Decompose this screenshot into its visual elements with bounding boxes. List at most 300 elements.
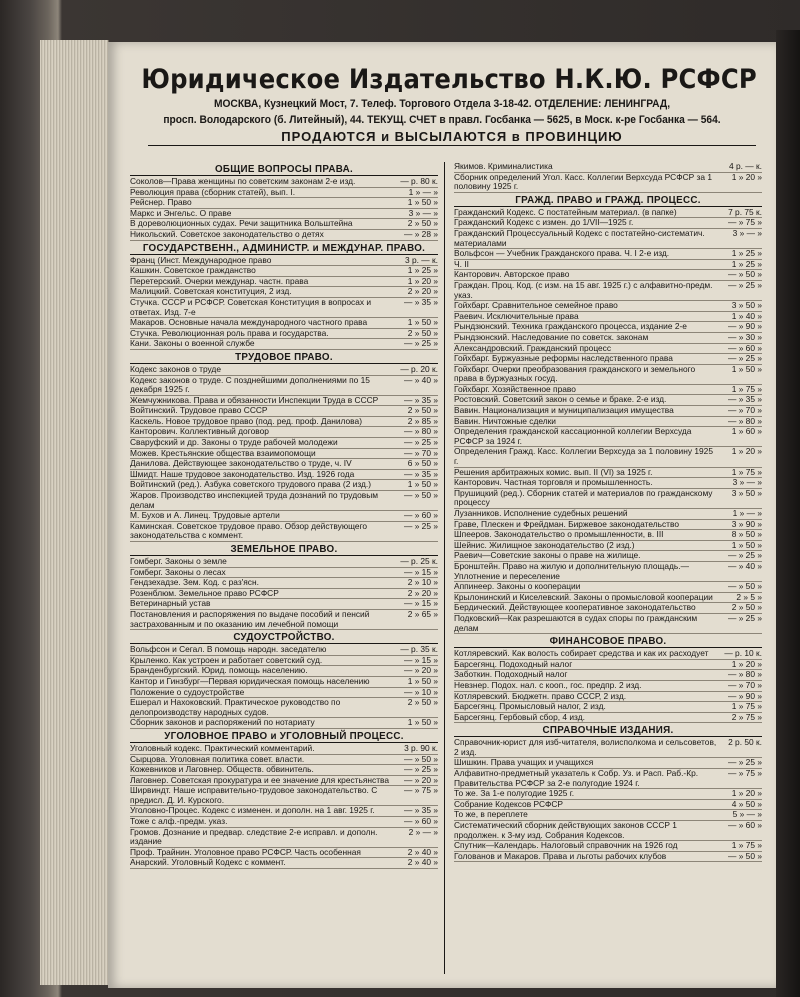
catalog-entry [454,270,762,281]
book-title: Каминская. Советское трудовое право. Обзор действующего законодательства с коммент. [130,521,368,541]
book-title: Кани. Законы о военной службе [130,339,255,349]
catalog-entry [454,333,762,344]
book-price: 2 » 85 » [407,415,438,426]
book-price: 2 р. 50 к. [728,737,762,748]
catalog-entry [454,208,762,219]
book-title: Спутник—Календарь. Налоговый справочник на 1926 год [454,841,678,851]
catalog-entry [454,769,762,789]
book-title: Систематический сборник действующих законов СССР 1 продолжен. к 3-му изд. Собрания Кодексов. [454,821,677,840]
catalog-entry [130,522,438,542]
book-title: Жаров. Производство инспекцией труда дознаний по трудовым делам [130,491,378,510]
book-price: 3 » — » [732,227,762,238]
book-price: — » 20 » [404,665,438,676]
book-title: Ешерал и Нахоковский. Практическое руководство по делопроизводству народных судов. [130,698,341,717]
book-title: Котляревский. Бюджетн. право СССР, 2 изд. [454,691,627,701]
book-title: Гомберг. Законы о лесах [130,567,226,577]
catalog-entry [130,219,438,230]
book-price: 2 » 10 » [407,577,438,588]
catalog-entry [130,339,438,350]
book-price: — р. 25 к. [400,556,438,566]
catalog-entry [130,610,438,630]
book-title: Кодекс законов о труде [130,364,221,374]
catalog-page [108,42,776,988]
book-title: Сборник определений Угол. Касс. Коллегии Верхсуда РСФСР за 1 половину 1925 г. [454,172,713,192]
book-price: 2 » 20 » [407,286,438,297]
book-title: Ч. II [454,259,469,269]
book-title: Граве, Плескен и Фрейдман. Биржевое законодательство [454,519,679,529]
book-price: — » 75 » [728,768,762,779]
book-price: 2 » 50 » [407,405,438,416]
book-title: Громов. Дознание и предвар. следствие 2-е исправл. и дополн. издание [130,827,378,847]
sales-banner: ПРОДАЮТСЯ и ВЫСЫЛАЮТСЯ в ПРОВИНЦИЮ [148,129,756,146]
book-price: 1 » 75 » [731,466,762,477]
book-price: 1 » 50 » [407,197,438,208]
book-title: Рындзюнский. Техника гражданского процесса, издание 2-е [454,322,687,332]
catalog-entry [130,266,438,277]
book-price: — » 25 » [728,612,762,623]
left-column [130,162,438,982]
book-title: Сваруфский и др. Законы о труде рабочей молодежи [130,438,338,448]
book-title: Можев. Крестьянские общества взаимопомощи [130,448,316,458]
book-title: Гражданский Кодекс с измен. до 1/VII—1925 г. [454,218,634,228]
catalog-entry [130,198,438,209]
book-title: Положение о судоустройстве [130,687,245,697]
book-price: — » 25 » [728,550,762,561]
book-title: Гойхбарг. Буржуазные реформы наследственного права [454,354,673,364]
catalog-entry [130,858,438,869]
page-header [108,64,776,146]
book-title: Анарский. Уголовный Кодекс с коммент. [130,858,286,868]
catalog-entry [454,738,762,758]
catalog-entry [454,758,762,769]
book-price: — » 25 » [404,338,438,349]
publisher-address-line-1: МОСКВА, Кузнецкий Мост, 7. Телеф. Торгового Отдела 3-18-42. ОТДЕЛЕНИЕ: ЛЕНИНГРАД, [213,98,671,110]
book-price: 2 » 50 » [731,602,762,613]
catalog-entry [454,541,762,552]
book-price: — » 70 » [728,679,762,690]
book-title: Рындзюнский. Наследование по советск. законам [454,332,649,342]
catalog-entry [130,817,438,828]
book-title: Лаговнер. Советская прокуратура и ее значение для крестьянства [130,775,390,785]
book-title: Бердический. Действующее кооперативное законодательство [454,603,696,613]
catalog-entry [130,256,438,267]
book-title: Гойхбарг. Хозяйственное право [454,384,576,394]
catalog-entry [454,670,762,681]
book-price: 1 » 25 » [407,265,438,276]
book-title: Стучка. Революционная роль права и государства. [130,328,329,338]
catalog-entry [454,229,762,249]
book-price: 2 » 40 » [407,846,438,857]
book-title: Ростовский. Советский закон о семье и браке. 2-е изд. [454,395,667,405]
book-price: — » 75 » [728,217,762,228]
book-price: 2 » 5 » [736,591,762,602]
catalog-entry [454,614,762,634]
book-price: 1 » 25 » [731,258,762,269]
book-title: Бронштейн. Право на жилую и дополнительную площадь.—Уплотнение и переселение [454,561,689,581]
catalog-entry [130,755,438,766]
catalog-entry [454,593,762,604]
catalog-entry [130,318,438,329]
book-price: 3 р. — к. [405,254,438,265]
book-price: 3 » 50 » [731,300,762,311]
catalog-entry [130,557,438,568]
book-price: — » 25 » [404,437,438,448]
book-price: 2 » 20 » [407,587,438,598]
book-title: Перетерский. Очерки междунар. частн. права [130,276,309,286]
book-price: 4 » 50 » [731,798,762,809]
catalog-entry [130,287,438,298]
section-heading: ЗЕМЕЛЬНОЕ ПРАВО. [130,544,438,556]
book-title: Гомберг. Законы о земле [130,557,227,566]
book-title: Канторович. Коллективный договор [130,427,269,437]
book-title: Канторович. Авторское право [454,270,570,280]
book-price: 1 » 60 » [731,426,762,437]
book-price: — » 50 » [728,269,762,280]
section-heading: ГРАЖД. ПРАВО и ГРАЖД. ПРОЦЕСС. [454,195,762,207]
book-price: — » 15 » [404,654,438,665]
catalog-entry [130,209,438,220]
catalog-entry [130,365,438,376]
page-edges [40,40,109,985]
book-price: 1 » 50 » [407,479,438,490]
book-price: — » 15 » [404,566,438,577]
catalog-entry [130,589,438,600]
book-title: Шпееров. Законодательство о промышленности, в. III [454,530,664,540]
book-title: Шейнис. Жилищное законодательство (2 изд.) [454,540,635,550]
catalog-entry [130,776,438,787]
book-price: 1 » — » [732,508,762,518]
book-price: 2 » 75 » [731,711,762,722]
book-title: Постановления и распоряжения по выдаче пособий и пенсий застрахованным и по оказанию им лечебной помощи [130,609,370,629]
section-heading: ОБЩИЕ ВОПРОСЫ ПРАВА. [130,164,438,176]
book-price: 6 » 50 » [407,458,438,469]
catalog-entry [454,162,762,173]
catalog-entry [130,656,438,667]
book-price: 3 » 50 » [731,487,762,498]
catalog-entry [130,376,438,396]
book-price: 1 » 75 » [731,701,762,712]
catalog-entry [130,480,438,491]
catalog-entry [130,599,438,610]
book-price: — » 35 » [404,468,438,479]
book-price: — » 25 » [728,279,762,290]
book-price: — » 25 » [404,520,438,531]
book-title: То же, в переплете [454,810,528,820]
catalog-entry [130,188,438,199]
book-price: — » 80 » [728,415,762,426]
book-price: 1 » 50 » [407,717,438,728]
catalog-entry [130,298,438,318]
catalog-entry [130,677,438,688]
book-title: Шмидт. Наше трудовое законодательство. Изд. 1926 года [130,469,355,479]
catalog-entry [454,478,762,489]
book-title: Данилова. Действующее законодательство о труде, ч. IV [130,459,352,469]
book-price: — » 60 » [728,342,762,353]
book-title: Гойхбарг. Сравнительное семейное право [454,301,618,311]
book-title: Сырцова. Уголовная политика совет. власти. [130,754,305,764]
book-title: Заботкин. Подоходный налог [454,670,568,680]
book-title: Кожевников и Лаговнер. Обществ. обвинитель. [130,765,314,775]
column-divider [444,162,445,974]
catalog-entry [454,395,762,406]
book-price: 2 » 40 » [407,857,438,868]
catalog-entry [130,744,438,755]
book-title: Лузанников. Исполнение судебных решений [454,509,628,518]
catalog-entry [454,344,762,355]
book-title: Франц (Инст. Международное право [130,255,272,265]
catalog-entry [454,800,762,811]
book-price: — » 50 » [728,581,762,592]
book-price: 4 р. — к. [729,162,762,171]
book-price: — » 70 » [728,405,762,416]
book-title: Голованов и Макаров. Права и льготы рабочих клубов [454,851,667,861]
book-price: — » 35 » [728,394,762,405]
section-heading: ФИНАНСОВОЕ ПРАВО. [454,636,762,648]
catalog-entry [130,666,438,677]
book-title: Каскель. Новое трудовое право (под. ред. проф. Данилова) [130,416,362,426]
book-title: Вавин. Ничтожные сделки [454,416,556,426]
book-price: 1 » 50 » [731,363,762,374]
catalog-entry [130,406,438,417]
book-title: Справочник-юрист для изб-читателя, волисполкома и сельсоветов, 2 изд. [454,738,717,757]
book-price: — » 35 » [404,296,438,307]
book-price: — р. 10 к. [724,648,762,659]
book-price: 2 » — » [408,826,438,837]
book-price: 3 р. 90 к. [404,742,438,753]
catalog-entry [130,417,438,428]
catalog-entry [130,848,438,859]
book-price: — р. 35 к. [400,644,438,655]
book-price: — » 75 » [404,785,438,796]
section-heading: УГОЛОВНОЕ ПРАВО и УГОЛОВНЫЙ ПРОЦЕСС. [130,731,438,743]
catalog-entry [454,841,762,852]
catalog-entry [130,230,438,241]
book-price: 2 » 50 » [407,697,438,708]
book-title: Определения гражданской кассационной коллегии Верхсуда РСФСР за 1924 г. [454,427,692,446]
book-title: Гойхбарг. Очерки преобразования гражданского и земельного права в буржуазных госуд. [454,364,696,384]
catalog-entry [130,786,438,806]
section-heading: ТРУДОВОЕ ПРАВО. [130,352,438,364]
book-title: То же. За 1-е полугодие 1925 г. [454,789,575,799]
book-title: Граждан. Проц. Код. (с изм. на 15 авг. 1925 г.) с алфавитно-предм. указ. [454,280,713,300]
catalog-entry [454,692,762,703]
book-title: М. Бухов и А. Линец. Трудовые артели [130,511,280,521]
book-price: — » 80 » [404,426,438,437]
catalog-entry [130,438,438,449]
book-price: 2 » 50 » [407,327,438,338]
book-title: Макаров. Основные начала международного частного права [130,318,368,328]
catalog-entry [130,688,438,699]
catalog-entry [130,396,438,407]
book-price: — » 70 » [404,447,438,458]
book-title: Раевич—Советские законы о праве на жилище. [454,551,641,561]
section-heading: ГОСУДАРСТВЕНН., АДМИНИСТР. и МЕЖДУНАР. ПРАВО. [130,243,438,255]
book-price: — » 60 » [404,510,438,521]
catalog-entry [130,470,438,481]
catalog-entry [130,277,438,288]
catalog-entry [130,718,438,729]
book-title: Войтинский (ред.). Азбука советского трудового права (2 изд.) [130,480,372,490]
catalog-entry [454,660,762,671]
book-title: Якимов. Криминалистика [454,162,553,171]
book-price: — р. 20 к. [400,363,438,374]
catalog-entry [130,568,438,579]
book-title: Крылонинский и Киселевский. Законы о промысловой кооперации [454,592,713,602]
book-price: 1 » 20 » [731,658,762,669]
book-price: 3 » — » [408,207,438,218]
book-price: — » 25 » [728,757,762,768]
catalog-entry [454,468,762,479]
catalog-entry [454,562,762,582]
catalog-entry [130,491,438,511]
book-title: Маркс и Энгельс. О праве [130,208,232,218]
book-title: Барсегянц. Промысловый налог, 2 изд. [454,702,606,712]
book-title: Вавин. Национализация и муниципализация имущества [454,406,674,416]
book-price: 1 » 50 » [407,675,438,686]
catalog-entry [454,713,762,724]
catalog-entry [454,702,762,713]
book-title: Крыленко. Как устроен и работает советский суд. [130,655,323,665]
catalog-entry [130,427,438,438]
catalog-entry [454,530,762,541]
book-title: Кашкин. Советское гражданство [130,266,256,276]
book-price: 1 » 20 » [731,788,762,799]
book-price: — » 10 » [404,686,438,697]
book-price: — » 15 » [404,598,438,609]
book-price: 2 » 50 » [407,218,438,229]
book-price: — » 50 » [728,850,762,861]
book-title: Гражданский Кодекс. С постатейным материал. (в папке) [454,207,677,217]
book-title: Малицкий. Советская конституция, 2 изд. [130,287,292,297]
book-title: Вольфсон и Сегал. В помощь народн. заседателю [130,645,327,655]
book-price: — » 20 » [404,774,438,785]
catalog-entry [130,645,438,656]
catalog-entry [454,427,762,447]
book-title: Определения Гражд. Касс. Коллегии Верхсуда за 1 половину 1925 г. [454,447,713,467]
book-title: Уголовно-Процес. Кодекс с изменен. и дополн. на 1 авг. 1925 г. [130,806,375,816]
book-price: — » 40 » [404,374,438,385]
catalog-entry [454,249,762,260]
book-title: Никольский. Советское законодательство о детях [130,229,324,239]
book-title: Барсегянц. Подоходный налог [454,659,573,669]
catalog-entry [454,489,762,509]
book-price: 3 » 90 » [731,518,762,529]
book-title: Канторович. Частная торговля и промышленность. [454,478,653,488]
book-title: Жемчужникова. Права и обязанности Инспекции Труда в СССР [130,395,379,405]
publisher-title: Юридическое Издательство Н.К.Ю. РСФСР [141,64,757,95]
book-price: 5 » — » [732,809,762,820]
book-price: — » 25 » [404,764,438,775]
book-spine [776,30,800,997]
book-price: 8 » 50 » [731,529,762,540]
book-price: 2 » 65 » [407,608,438,619]
book-price: — » 30 » [728,331,762,342]
book-title: Решения арбитражных комис. вып. II (VI) за 1925 г. [454,467,653,477]
catalog-entry [454,520,762,531]
catalog-entry [454,365,762,385]
catalog-entry [454,789,762,800]
catalog-entry [454,810,762,821]
catalog-entry [454,354,762,365]
book-price: 1 » 25 » [731,248,762,259]
catalog-entry [454,281,762,301]
section-heading: СУДОУСТРОЙСТВО. [130,632,438,644]
right-column [454,162,762,982]
book-title: Шишкин. Права учащих и учащихся [454,758,594,768]
book-price: — » 60 » [728,820,762,831]
book-price: 7 р. 75 к. [728,206,762,217]
book-title: Александровский. Гражданский процесс [454,343,612,353]
catalog-entry [454,260,762,271]
catalog-entry [130,329,438,340]
book-price: — » 35 » [404,805,438,816]
book-price: 1 » 75 » [731,840,762,851]
book-title: Котляревский. Как волость собирает средства и как их расходует [454,649,709,659]
book-title: Барсегянц. Гербовый сбор, 4 изд. [454,712,585,722]
book-title: Прушицкий (ред.). Сборник статей и материалов по гражданскому процессу [454,488,713,508]
catalog-entry [454,509,762,520]
catalog-entry [454,681,762,692]
book-price: — » 25 » [728,353,762,364]
catalog-entry [454,385,762,396]
book-title: Революция права (сборник статей), вып. I. [130,187,296,197]
catalog-columns [130,162,762,982]
catalog-entry [454,852,762,863]
book-title: Тоже с алф.-предм. указ. [130,817,228,827]
book-title: Аппинеер. Законы о кооперации [454,582,581,592]
catalog-entry [454,603,762,614]
book-price: — » 50 » [404,490,438,501]
publisher-address-line-2: просп. Володарского (б. Литейный), 44. ТЕКУЩ. СЧЕТ в правл. Госбанка — 5625, в Моск. к-ре Госбанка — 564. [163,114,721,126]
book-price: 1 » 75 » [731,383,762,394]
book-price: — р. 80 к. [400,176,438,186]
catalog-entry [454,417,762,428]
catalog-entry [454,447,762,467]
catalog-entry [454,582,762,593]
catalog-entry [130,698,438,718]
book-price: 1 » 40 » [731,310,762,321]
book-price: 1 » — » [408,186,438,197]
book-title: Стучка. СССР и РСФСР. Советская Конституция в вопросах и ответах. Изд. 7-е [130,297,372,317]
book-price: — » 50 » [404,753,438,764]
catalog-entry [130,177,438,188]
catalog-entry [130,459,438,470]
catalog-entry [454,821,762,841]
book-title: Уголовный кодекс. Практический комментарий. [130,743,315,753]
book-title: Кодекс законов о труде. С позднейшими дополнениями по 15 декабря 1925 г. [130,375,370,395]
book-title: Собрание Кодексов РСФСР [454,799,564,809]
book-price: 1 » 50 » [731,539,762,550]
book-price: — » 80 » [728,669,762,680]
book-price: — » 90 » [728,321,762,332]
catalog-entry [130,449,438,460]
book-title: Проф. Трайнин. Уголовное право РСФСР. Часть особенная [130,847,361,857]
book-price: 1 » 20 » [407,275,438,286]
catalog-entry [454,322,762,333]
book-title: Ветеринарный устав [130,599,211,609]
catalog-entry [454,649,762,660]
catalog-entry [454,173,762,193]
catalog-entry [454,406,762,417]
section-heading: СПРАВОЧНЫЕ ИЗДАНИЯ. [454,725,762,737]
book-price: 3 » — » [732,477,762,488]
catalog-entry [130,828,438,848]
book-price: 1 » 20 » [731,171,762,182]
book-title: Подковский—Как разрешаются в судах споры по гражданским делам [454,613,698,633]
book-title: Кантор и Гинзбург—Первая юридическая помощь населению [130,676,370,686]
book-title: Розенблюм. Земельное право РСФСР [130,588,279,598]
catalog-entry [454,301,762,312]
